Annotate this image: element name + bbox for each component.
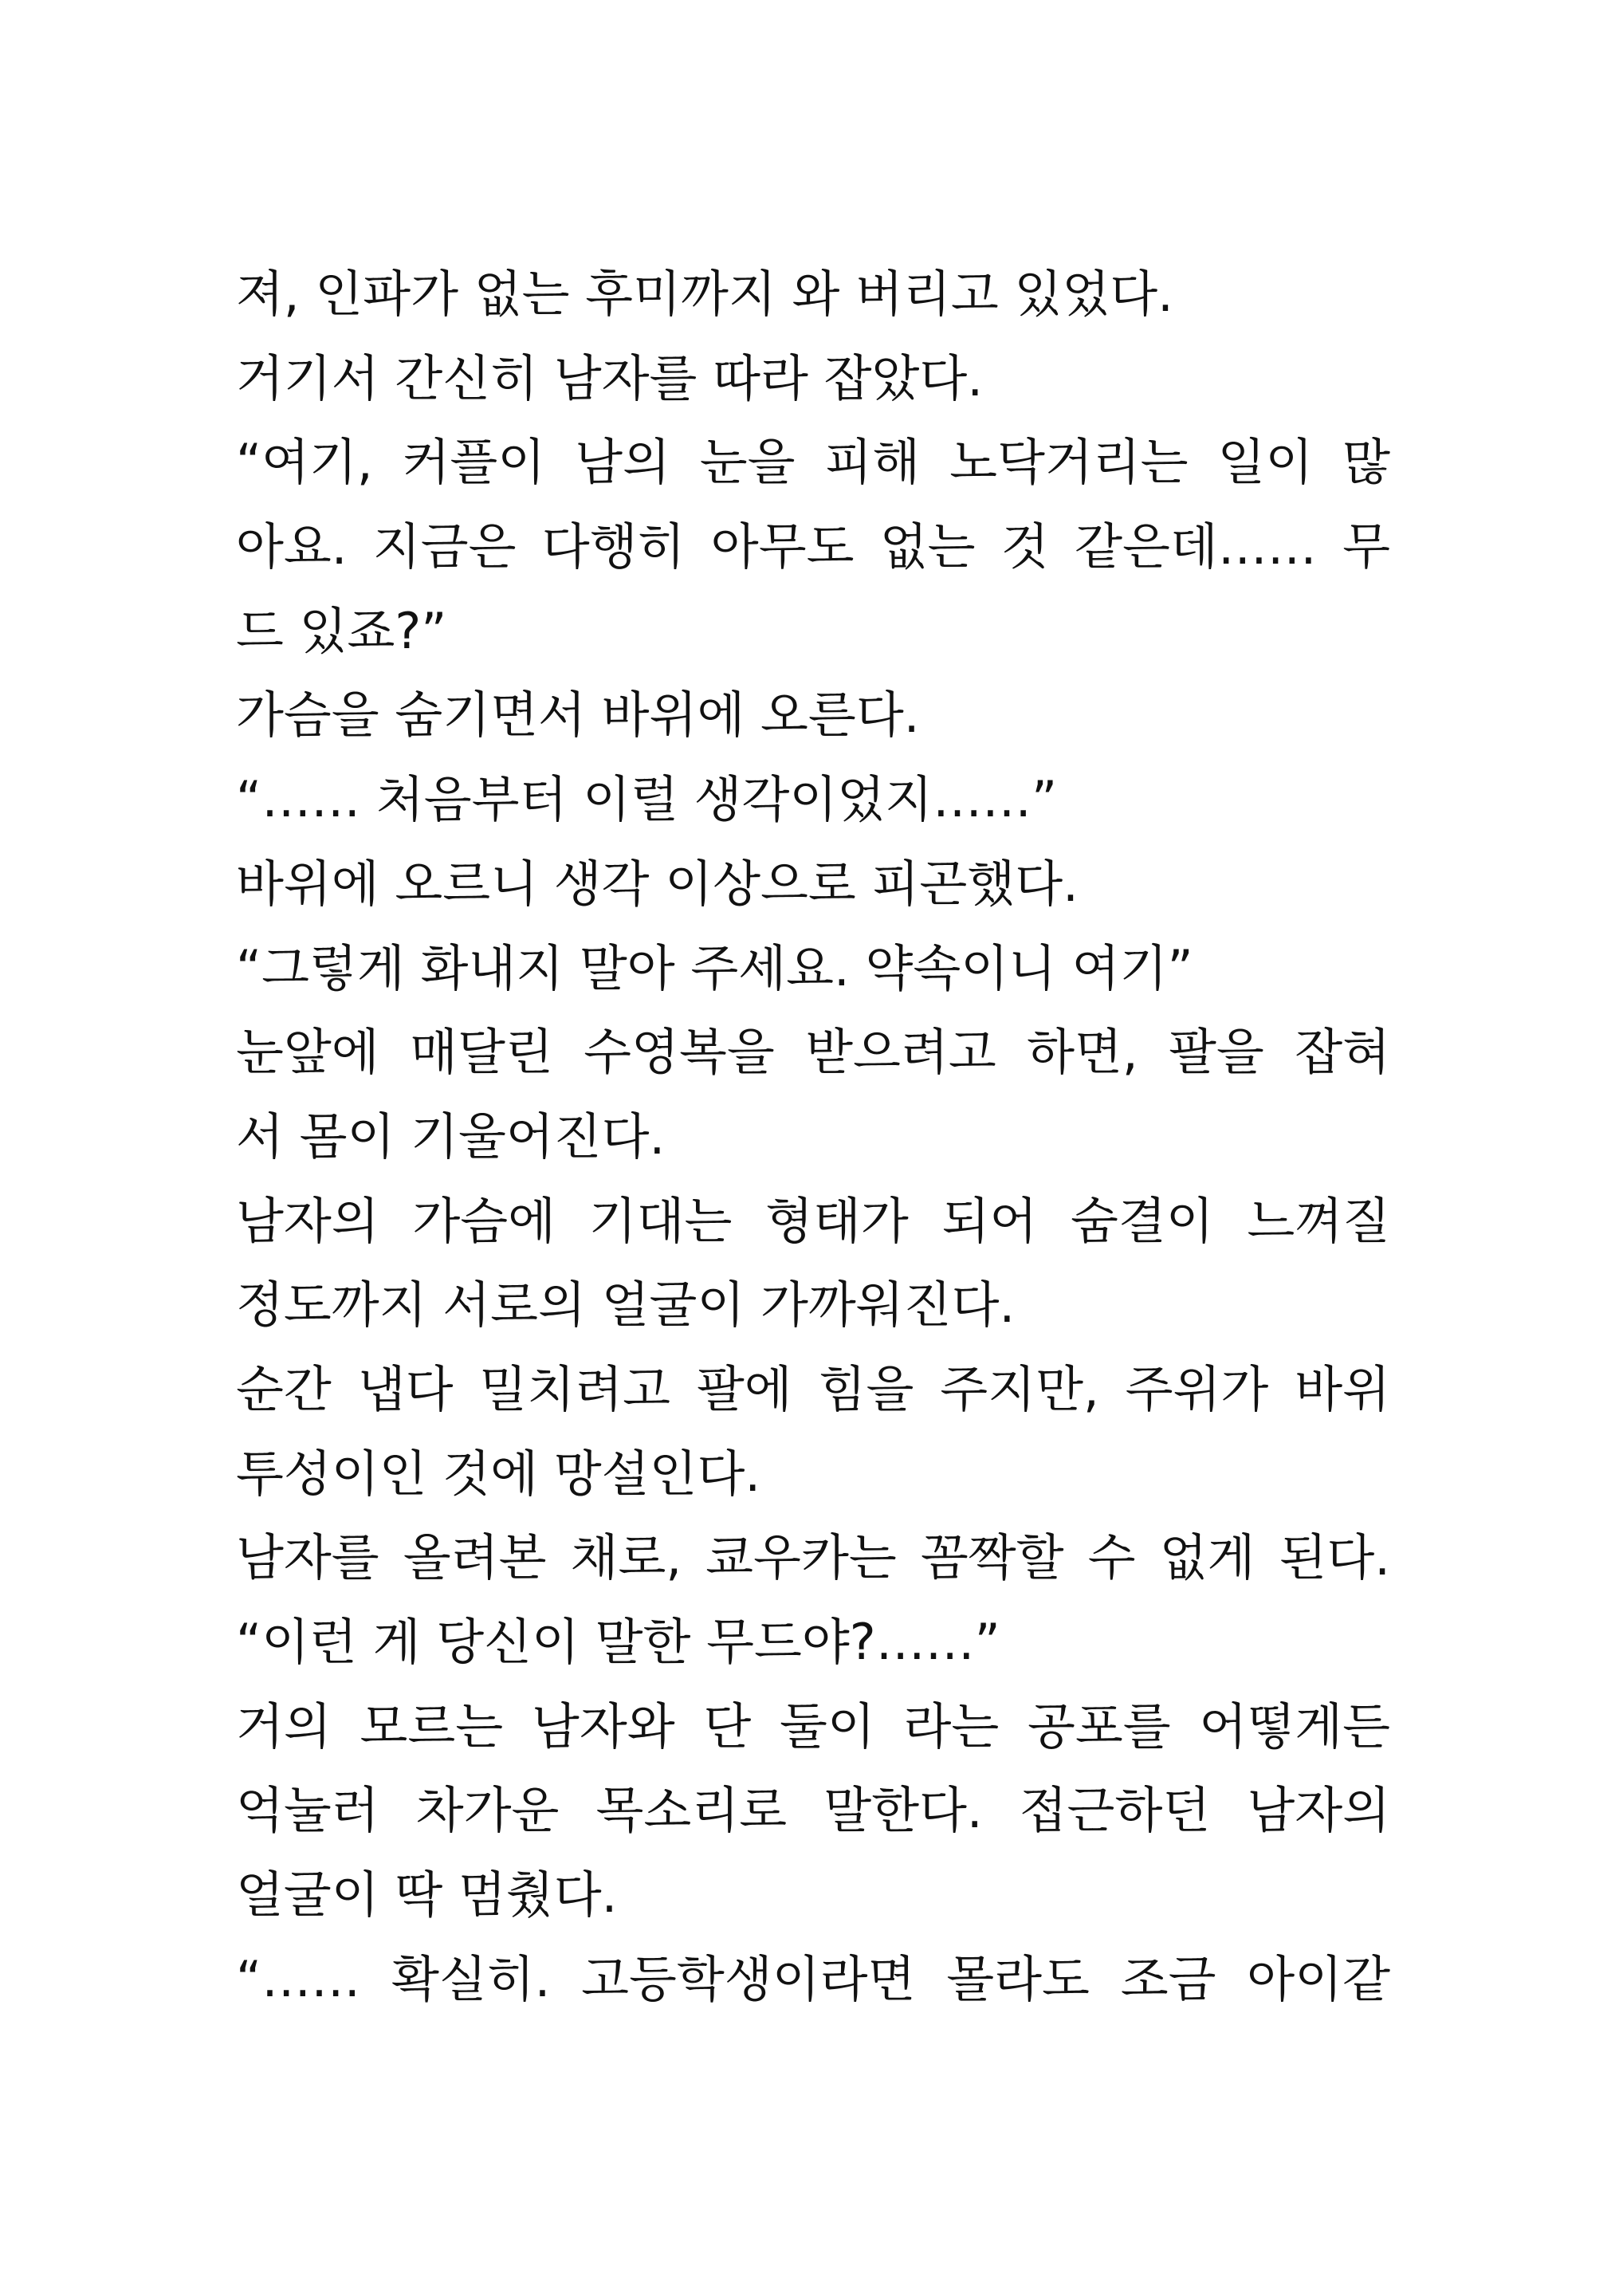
text-line: “여기, 커플이 남의 눈을 피해 노닥거리는 일이 많: [236, 433, 1390, 492]
text-line: 남자의 가슴에 기대는 형태가 되어 숨결이 느껴질: [236, 1191, 1390, 1250]
text-line: 순간 냅다 밀치려고 팔에 힘을 주지만, 주위가 바위: [236, 1359, 1390, 1418]
text-line: “그렇게 화내지 말아 주세요. 약속이니 여기”: [236, 938, 1193, 997]
text-line: 눈앞에 매달린 수영복을 받으려고 하면, 팔을 잡혀: [236, 1023, 1390, 1082]
text-line: 서 몸이 기울어진다.: [236, 1107, 666, 1166]
text-line: 투성이인 것에 망설인다.: [236, 1444, 761, 1503]
text-line: 남자를 올려본 채로, 쿄우카는 꼼짝할 수 없게 된다.: [236, 1528, 1390, 1587]
text-line: 거의 모르는 남자와 단 둘이 라는 공포를 어떻게든: [236, 1696, 1390, 1755]
text-line: 바위에 오르니 생각 이상으로 피곤했다.: [236, 854, 1079, 913]
text-line: “…… 확실히. 고등학생이라면 몰라도 조금 아이같: [236, 1949, 1390, 2008]
text-line: 정도까지 서로의 얼굴이 가까워진다.: [236, 1276, 1016, 1335]
text-line: 억눌러 차가운 목소리로 말한다. 접근하던 남자의: [236, 1781, 1390, 1840]
text-line: “…… 처음부터 이럴 생각이었지……”: [236, 770, 1058, 829]
text-line: “이런 게 당신이 말한 무드야?……”: [236, 1613, 1000, 1671]
text-line: 드 있죠?”: [236, 601, 447, 660]
text-line: 거기서 간신히 남자를 따라 잡았다.: [236, 348, 984, 407]
body-text: [236, 252, 1390, 2021]
text-line: 져, 인파가 없는 후미까지 와 버리고 있었다.: [236, 265, 1173, 323]
text-line: 아요. 지금은 다행히 아무도 없는 것 같은데…… 무: [236, 517, 1390, 576]
text-line: 얼굴이 딱 멈췄다.: [236, 1866, 618, 1924]
text-line: 가슴을 숨기면서 바위에 오른다.: [236, 686, 920, 745]
